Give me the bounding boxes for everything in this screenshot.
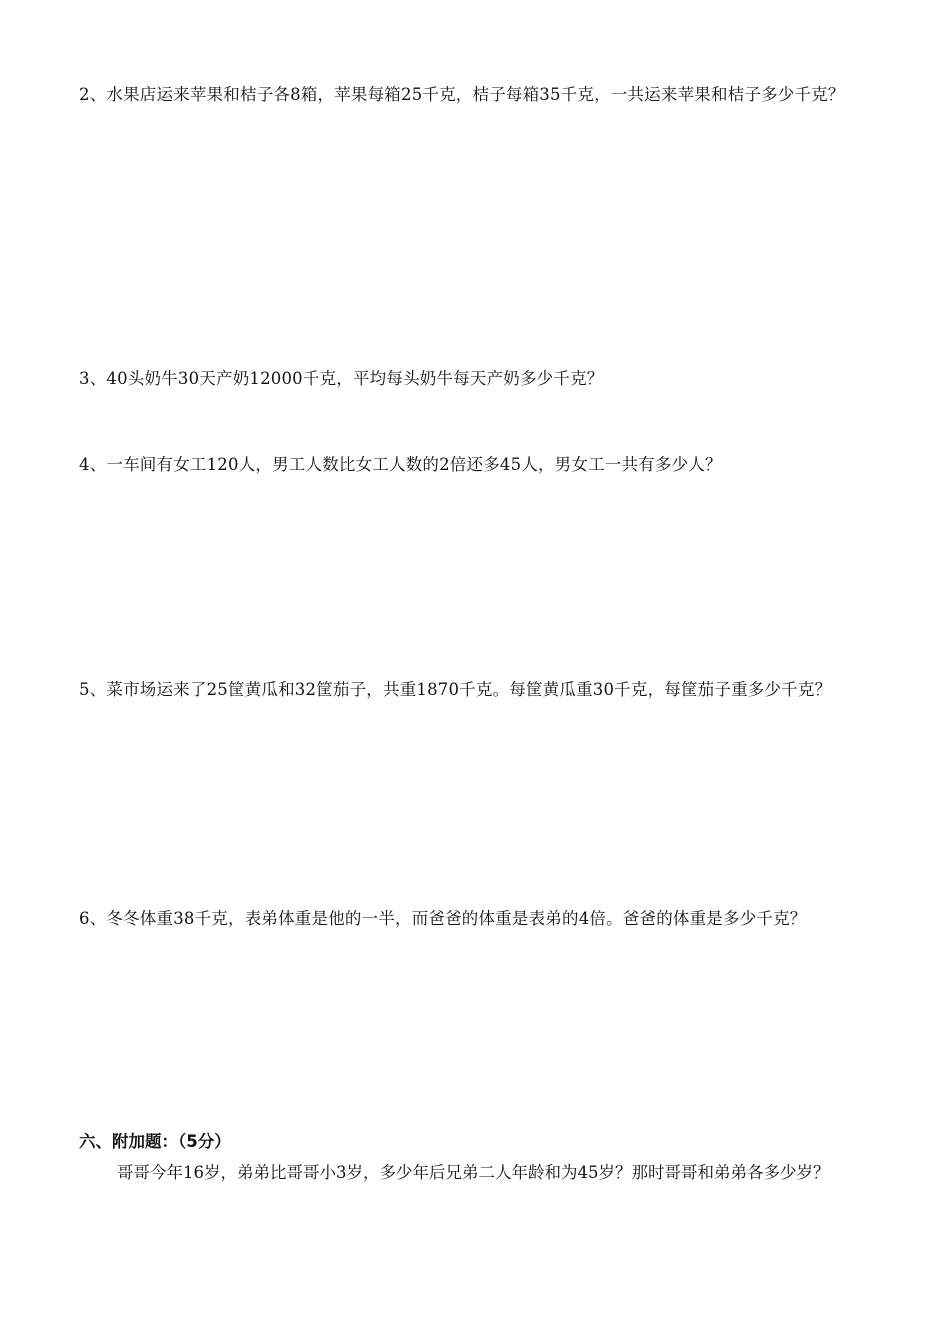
question-2: 2、水果店运来苹果和桔子各8箱，苹果每箱25千克，桔子每箱35千克，一共运来苹果和桔子多少千克？: [79, 85, 845, 104]
question-5: 5、菜市场运来了25筐黄瓜和32筐茄子，共重1870千克。每筐黄瓜重30千克，每筐茄子重多少千克？: [79, 680, 832, 699]
bonus-section-heading: [79, 1128, 231, 1156]
bonus-heading-label: 六、附加题：: [79, 1132, 178, 1151]
bonus-question: 哥哥今年16岁，弟弟比哥哥小3岁，多少年后兄弟二人年龄和为45岁？那时哥哥和弟弟各多少岁？: [117, 1163, 830, 1182]
question-6: 6、冬冬体重38千克，表弟体重是他的一半，而爸爸的体重是表弟的4倍。爸爸的体重是多少千克？: [79, 909, 807, 928]
bonus-score: （5分）: [178, 1132, 231, 1151]
question-3: 3、40头奶牛30天产奶12000千克，平均每头奶牛每天产奶多少千克？: [79, 369, 604, 388]
question-4: 4、一车间有女工120人，男工人数比女工人数的2倍还多45人，男女工一共有多少人？: [79, 455, 722, 474]
